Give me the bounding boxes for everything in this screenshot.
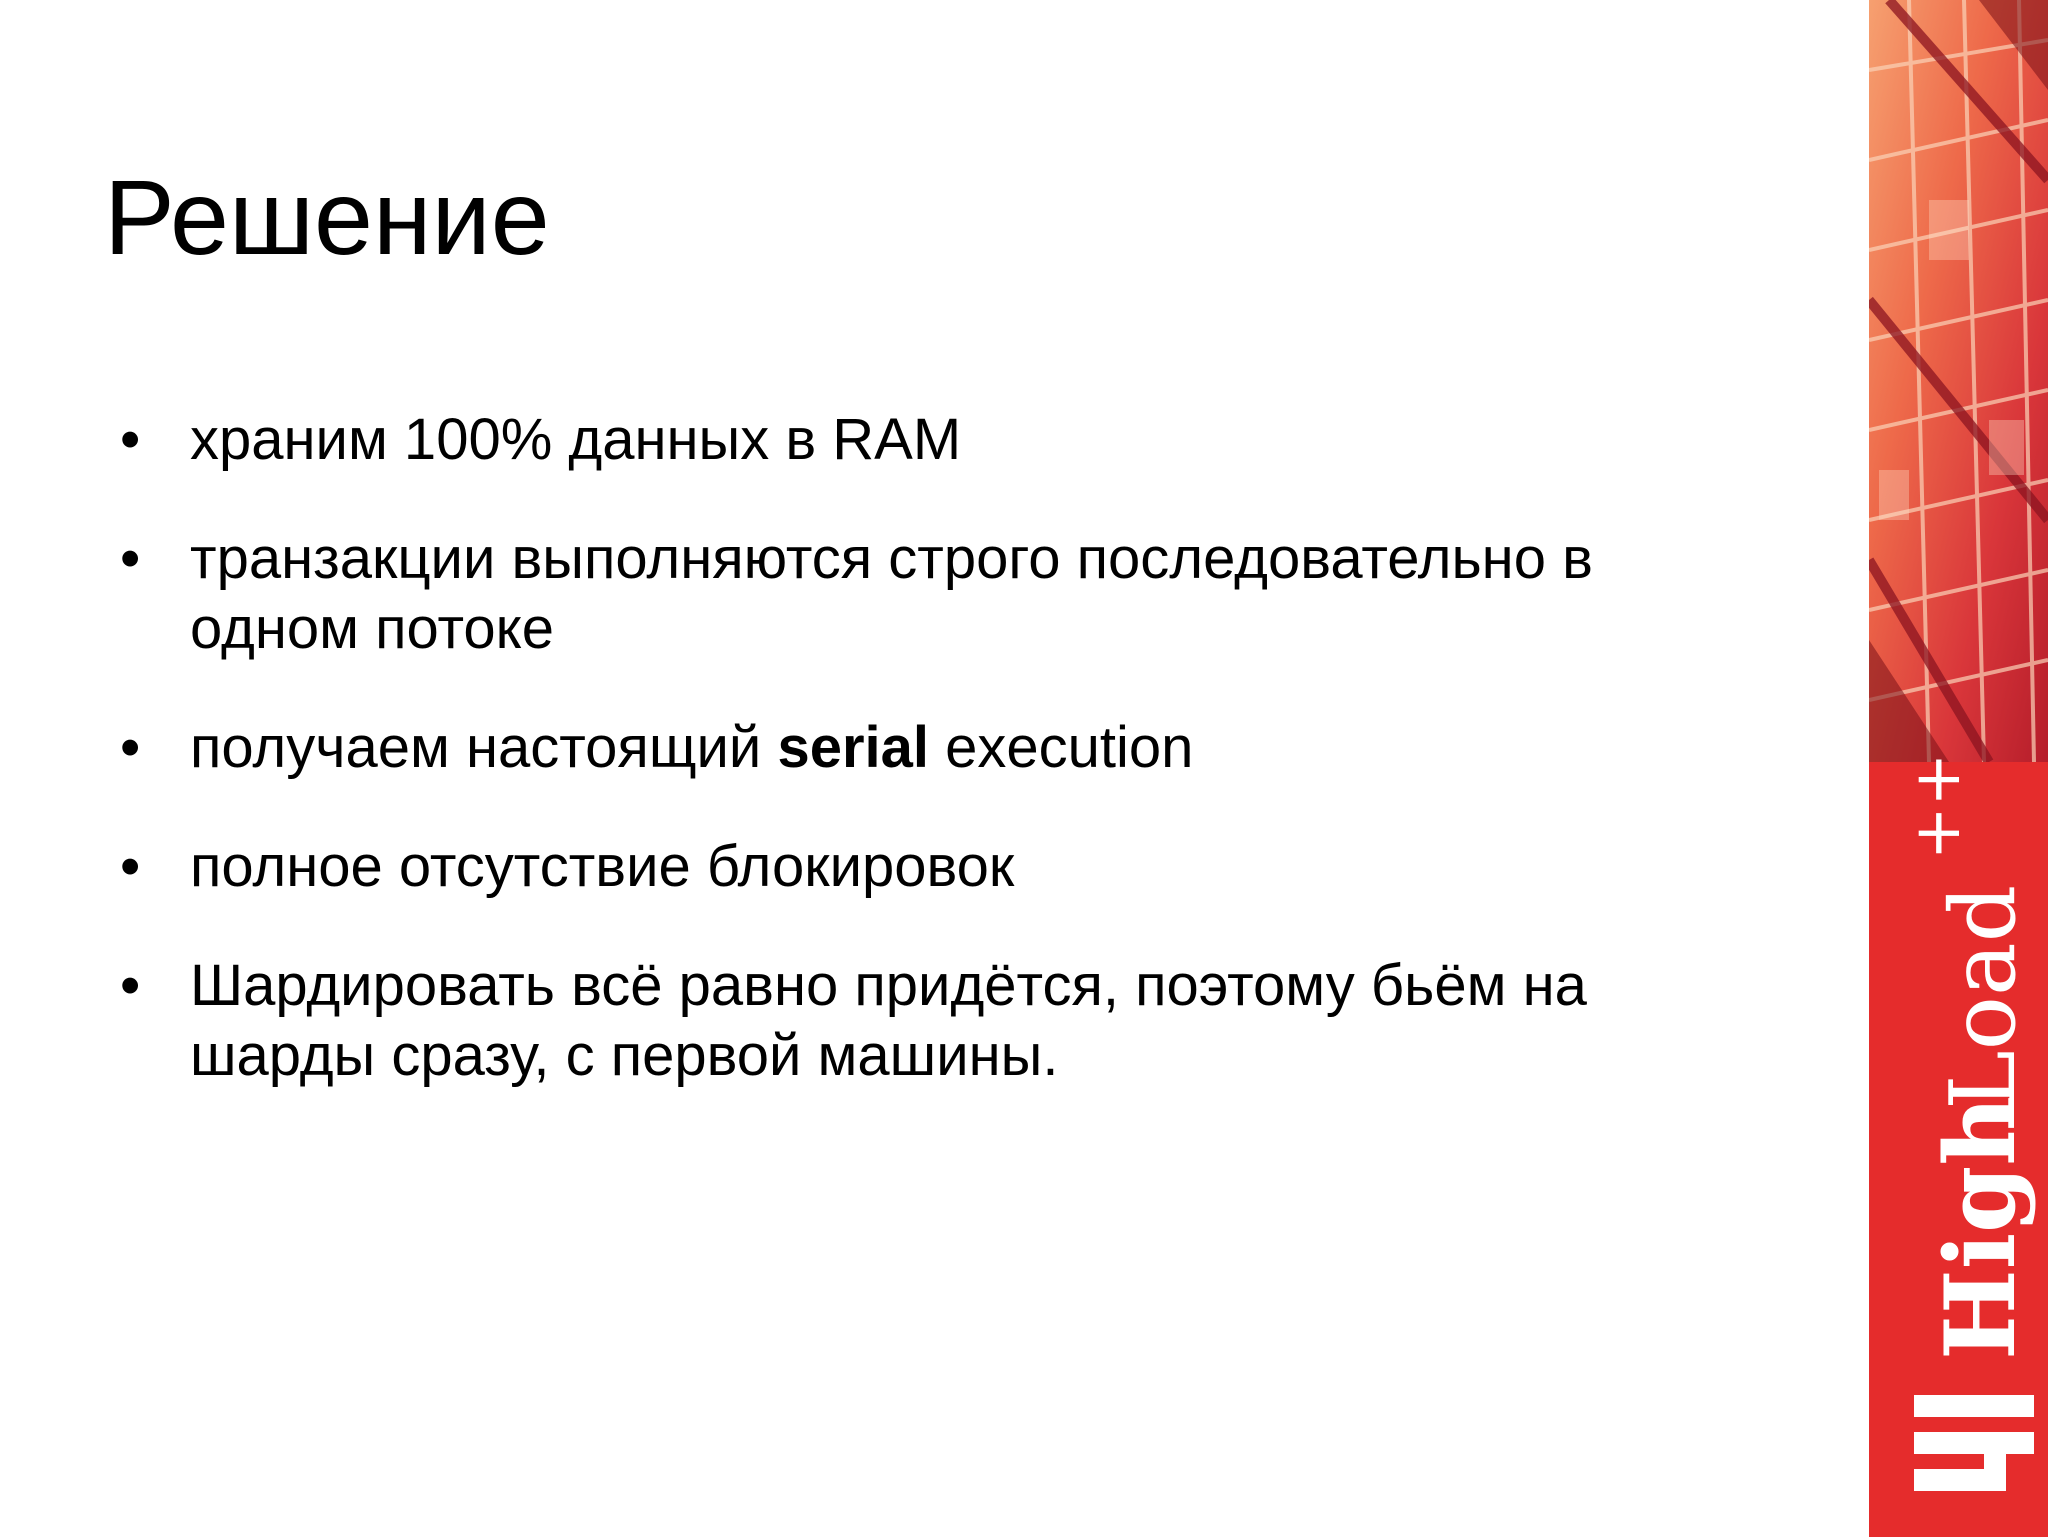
- logo-load-text: Load: [1931, 884, 2036, 1110]
- bullet-item: [120, 405, 1760, 475]
- bullet-dot: •: [120, 526, 141, 591]
- architecture-photo: [1869, 0, 2048, 762]
- bullet-item: [120, 951, 1760, 1091]
- slide-title: Решение: [104, 159, 550, 277]
- bullet-text-after: execution: [929, 715, 1194, 780]
- bullet-text: полное отсутствие блокировок: [190, 834, 1015, 899]
- bullet-dot: •: [120, 953, 141, 1018]
- bullet-item: [120, 832, 1760, 902]
- brand-sidebar: [1869, 0, 2048, 1537]
- brand-sidebar-graphic: [1869, 0, 2048, 1537]
- bullet-list: [120, 405, 1760, 1140]
- bullet-text-before: получаем настоящий: [190, 715, 778, 780]
- bullet-dot: •: [120, 407, 141, 472]
- logo-high-text: High: [1924, 1095, 2037, 1360]
- bullet-dot: •: [120, 715, 141, 780]
- bullet-dot: •: [120, 834, 141, 899]
- bullet-text: Шардировать всё равно придётся, поэтому бьём на шарды сразу, с первой машины.: [190, 953, 1587, 1088]
- bullet-text: транзакции выполняются строго последовательно в одном потоке: [190, 526, 1593, 661]
- bullet-item: [120, 524, 1760, 664]
- bullet-item: [120, 713, 1760, 783]
- logo-plus-text: ++: [1901, 752, 1975, 860]
- bullet-text-bold: serial: [777, 715, 930, 780]
- bullet-text: храним 100% данных в RAM: [190, 407, 962, 472]
